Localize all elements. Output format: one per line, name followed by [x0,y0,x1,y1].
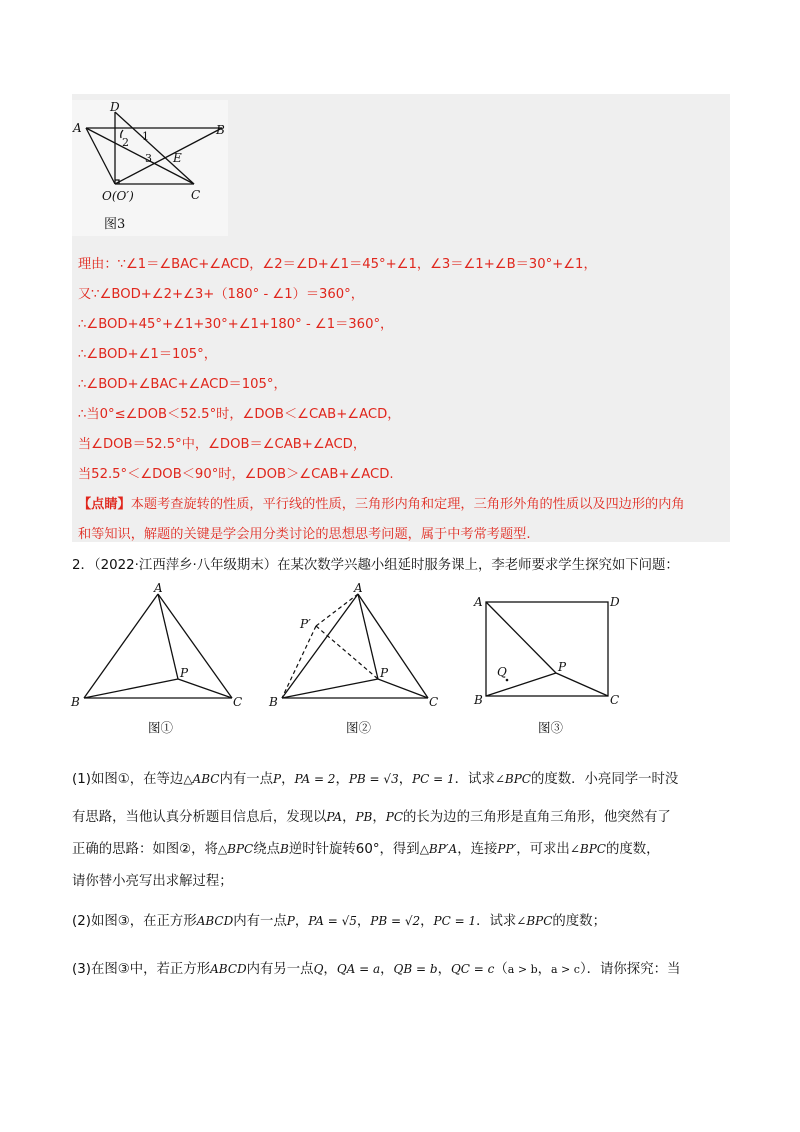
figure-3 [72,100,228,236]
line-BP [84,679,178,698]
line-CP [178,679,232,698]
line-CP [378,679,428,698]
figure-1-caption: 图① [148,720,174,735]
text: 正确的思路：如图②，将 [72,842,218,857]
math-PB: PB [355,810,373,824]
label-D: D [110,100,120,114]
text: (2)如图③，在正方形 [72,914,197,929]
line-CP [556,673,608,696]
text: ， [372,810,386,825]
line-AB [282,594,358,698]
solution-line-2: 又∵∠BOD+∠2+∠3+（180° - ∠1）＝360°， [78,287,364,302]
text: ，连接 [457,842,498,857]
math-P: P [286,914,295,928]
part-3-line [72,958,680,977]
question-2-figure-3 [470,582,630,740]
solution-line-6: ∴当0°≤∠DOB＜52.5°时，∠DOB＜∠CAB+∠ACD， [78,407,401,422]
comment-line-1 [78,493,685,512]
text: ）．请你探究：当 [579,962,681,977]
math-QC: QC = c [450,962,495,976]
comment-line-2: 和等知识，解题的关键是学会用分类讨论的思想思考问题，属于中考常考题型. [78,527,531,542]
math-triangle-BPC: △BPC [217,842,254,856]
line-BO [115,128,222,184]
text: 的度数， [605,842,660,857]
text: 的度数．小亮同学一时没 [530,772,679,787]
label-A: A [73,121,82,135]
math-PA: PA = 2 [294,772,336,786]
dashed-PpP [316,626,378,679]
math-square-ABCD: ABCD [210,962,247,976]
label-angle-1: 1 [142,130,149,143]
figure-3-caption: 图③ [538,720,564,735]
line-AC [358,594,428,698]
text: ， [335,772,349,787]
text: 内有一点 [233,914,287,929]
part-1-line-1 [72,768,678,787]
dashed-PpB [282,626,316,698]
math-triangle-BPpA: △BP′A [419,842,458,856]
label-E: E [173,151,182,165]
line-AB [84,594,158,698]
math-QA: QA = a [336,962,381,976]
text: 内有一点 [219,772,274,787]
label-B: B [71,695,80,709]
math-a-gt-b: a > b [507,963,538,976]
label-B: B [474,693,483,707]
text: 的长为边的三角形是直角三角形，他突然有了 [403,810,671,825]
math-PA: PA = √5 [308,914,357,928]
text: ， [323,962,337,977]
text: ， [398,772,413,787]
label-angle-3: 3 [145,152,152,165]
math-P: P [273,772,282,786]
solution-line-4: ∴∠BOD+∠1＝105°， [78,347,217,362]
label-Q: Q [497,665,507,679]
text: ， [281,772,295,787]
text: ， [380,962,394,977]
line-AP [486,602,556,673]
label-A: A [154,582,163,595]
line-AC [158,594,232,698]
label-D: D [610,595,620,609]
label-B: B [216,123,225,137]
text: ．试求 [476,914,517,929]
math-QB: QB = b [393,962,438,976]
figure-2-caption: 图② [346,720,372,735]
solution-line-3: ∴∠BOD+45°+∠1+30°+∠1+180° - ∠1＝360°， [78,317,394,332]
text: ， [437,962,451,977]
question-2-figure-1 [66,582,256,740]
part-1-line-4: 请你替小亮写出求解过程； [72,874,233,889]
text: (3)在图③中，若正方形 [72,962,211,977]
math-PPp: PP′ [497,842,517,856]
label-A: A [354,582,363,595]
label-A: A [474,595,483,609]
solution-line-8: 当52.5°＜∠DOB＜90°时，∠DOB＞∠CAB+∠ACD. [78,467,394,482]
math-PC: PC = 1 [433,914,477,928]
text: 的度数； [552,914,606,929]
label-C: C [610,693,620,707]
math-PC: PC = 1 [412,772,455,786]
label-angle-2: 2 [122,136,129,149]
line-AO [86,128,115,184]
math-PB: PB = √3 [348,772,399,786]
question-2-header: 2．（2022·江西萍乡·八年级期末）在某次数学兴趣小组延时服务课上，李老师要求学生探究如下问题： [72,558,679,573]
math-triangle-ABC: △ABC [183,772,220,786]
text: 内有另一点 [246,962,314,977]
comment-tag: 【点睛】 [78,497,131,512]
label-O: O(O′) [102,189,134,203]
label-B: B [269,695,278,709]
text: ，可求出 [516,842,570,857]
text: (1)如图①，在等边 [72,772,184,787]
part-1-line-2 [72,806,671,825]
math-angle-BPC: ∠BPC [516,914,553,928]
math-angle-BPC: ∠BPC [569,842,606,856]
label-C: C [233,695,243,709]
text: ， [420,914,434,929]
text: ， [537,962,551,977]
text: ， [342,810,356,825]
part-2-line [72,910,606,929]
math-Q: Q [313,962,324,976]
dashed-PpA [316,594,358,626]
line-AP [158,594,178,679]
label-C: C [191,188,201,202]
solution-line-1: 理由：∵∠1＝∠BAC+∠ACD，∠2＝∠D+∠1＝45°+∠1，∠3＝∠1+∠B＝30°+∠1， [78,257,597,272]
label-P: P [180,666,189,680]
text: 绕点 [253,842,281,857]
label-C: C [429,695,439,709]
text: 有思路，当他认真分析题目信息后，发现以 [72,810,327,825]
text: 逆时针旋转60°，得到 [288,842,420,857]
part-1-line-3 [72,838,660,857]
solution-line-5: ∴∠BOD+∠BAC+∠ACD＝105°， [78,377,287,392]
comment-text-1: 本题考查旋转的性质，平行线的性质，三角形内角和定理，三角形外角的性质以及四边形的内角 [130,497,685,512]
text: （ [494,962,508,977]
text: ．试求 [454,772,495,787]
label-P: P [380,666,389,680]
math-PA: PA [326,810,343,824]
math-angle-BPC: ∠BPC [494,772,531,786]
square-ABCD [486,602,608,696]
math-a-gt-c: a > c [551,963,580,976]
solution-line-7: 当∠DOB＝52.5°中，∠DOB＝∠CAB+∠ACD， [78,437,367,452]
line-BP [282,679,378,698]
question-2-figure-2 [262,582,452,740]
math-square-ABCD: ABCD [196,914,234,928]
point-Q [506,679,509,682]
math-PB: PB = √2 [370,914,421,928]
text: ， [356,914,371,929]
text: ， [294,914,309,929]
label-P: P [558,660,567,674]
figure-3-caption: 图3 [104,217,126,232]
label-P-prime: P′ [300,617,311,631]
line-AP [358,594,378,679]
math-B: B [280,842,289,856]
math-PC: PC [385,810,404,824]
